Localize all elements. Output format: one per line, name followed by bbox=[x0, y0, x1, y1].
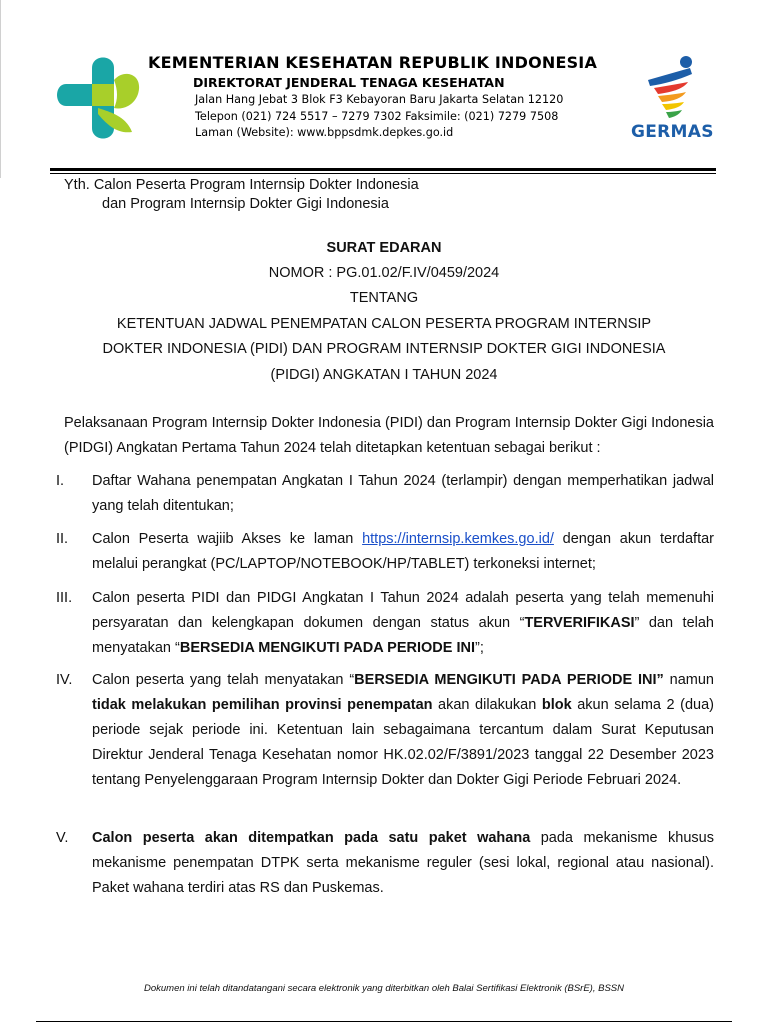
item-iv-text-post: akun selama 2 (dua) periode sejak periode ini. Ketentuan lain sebagaimana tercantum dalam Surat Keputusan Direktur Jenderal Tenaga Kesehatan nomor HK.02.02/F/3891/2023 tanggal 22 Desember 2023 tentang Penyelenggaraan Program Internsip Dokter dan Dokter Gigi Periode Februari 2024. bbox=[92, 697, 714, 788]
item-iv-text-mid1: namun bbox=[663, 672, 714, 688]
recipient-line-1: Yth. Calon Peserta Program Internsip Dokter Indonesia bbox=[64, 177, 419, 193]
internsip-link[interactable]: https://internsip.kemkes.go.id/ bbox=[362, 531, 554, 547]
germas-logo-icon bbox=[640, 54, 700, 124]
letter-about: TENTANG bbox=[349, 290, 419, 306]
item-iv-text-mid2: akan dilakukan bbox=[432, 697, 542, 713]
subject-line-2: DOKTER INDONESIA (PIDI) DAN PROGRAM INTERNSIP DOKTER GIGI INDONESIA bbox=[102, 341, 666, 357]
item-iv-text-pre: Calon peserta yang telah menyatakan “ bbox=[92, 672, 355, 688]
letter-number: NOMOR : PG.01.02/F.IV/0459/2024 bbox=[268, 265, 500, 281]
item-iii-text-mid: ” dan telah menyatakan “ bbox=[92, 615, 714, 656]
letter-type: SURAT EDARAN bbox=[326, 240, 442, 256]
directorate-name: DIREKTORAT JENDERAL TENAGA KESEHATAN bbox=[193, 75, 505, 90]
item-number-iv: IV. bbox=[56, 672, 73, 688]
item-text-iv bbox=[92, 668, 714, 793]
item-number-ii: II. bbox=[56, 531, 69, 547]
item-number-iii: III. bbox=[56, 590, 73, 606]
ministry-name: KEMENTERIAN KESEHATAN REPUBLIK INDONESIA bbox=[148, 53, 598, 72]
website-line: Laman (Website): www.bppsdmk.depkes.go.id bbox=[195, 126, 454, 139]
letterhead-rule-thick bbox=[50, 168, 716, 171]
address-line: Jalan Hang Jebat 3 Blok F3 Kebayoran Baru Jakarta Selatan 12120 bbox=[195, 93, 564, 106]
subject-line-3: (PIDGI) ANGKATAN I TAHUN 2024 bbox=[270, 367, 498, 383]
item-text-i: Daftar Wahana penempatan Angkatan I Tahun 2024 (terlampir) dengan memperhatikan jadwal yang telah ditentukan; bbox=[92, 473, 714, 514]
subject-line-1: KETENTUAN JADWAL PENEMPATAN CALON PESERTA PROGRAM INTERNSIP bbox=[116, 316, 652, 332]
item-v-text-post: pada mekanisme khusus mekanisme penempatan DTPK serta mekanisme reguler (sesi lokal, regional atau nasional). Paket wahana terdiri atas RS dan Puskemas. bbox=[92, 830, 715, 896]
kemenkes-logo-icon bbox=[52, 50, 142, 142]
item-number-i: I. bbox=[56, 473, 65, 489]
status-terverifikasi: TERVERIFIKASI bbox=[524, 615, 635, 631]
item-ii-text-post: dengan akun terdaftar melalui perangkat (PC/LAPTOP/NOTEBOOK/HP/TABLET) terkoneksi internet; bbox=[92, 531, 714, 572]
intro-paragraph: Pelaksanaan Program Internsip Dokter Indonesia (PIDI) dan Program Internsip Dokter Gigi Indonesia (PIDGI) Angkatan Pertama Tahun 2024 telah ditetapkan ketentuan sebagai berikut : bbox=[64, 415, 714, 456]
status-bersedia: BERSEDIA MENGIKUTI PADA PERIODE INI bbox=[179, 640, 475, 656]
page-edge-line bbox=[0, 0, 1, 178]
item-number-v: V. bbox=[56, 830, 69, 846]
phone-line: Telepon (021) 724 5517 – 7279 7302 Faksimile: (021) 7279 7508 bbox=[195, 110, 559, 123]
item-iii-text-pre: Calon peserta PIDI dan PIDGI Angkatan I Tahun 2024 adalah peserta yang telah memenuhi persyaratan dan kelengkapan dokumen dengan status akun “ bbox=[92, 590, 714, 631]
recipient-line-2: dan Program Internsip Dokter Gigi Indonesia bbox=[102, 196, 389, 212]
footer-rule bbox=[36, 1021, 732, 1022]
item-ii-text-pre: Calon Peserta wajiib Akses ke laman bbox=[92, 531, 363, 547]
status-bersedia-iv: BERSEDIA MENGIKUTI PADA PERIODE INI” bbox=[354, 672, 664, 688]
esign-footer-note: Dokumen ini telah ditandatangani secara elektronik yang diterbitkan oleh Balai Sertifikasi Elektronik (BSrE), BSSN bbox=[144, 983, 624, 994]
item-text-ii bbox=[92, 527, 714, 577]
item-text-iii bbox=[92, 586, 714, 661]
letterhead-rule-thin bbox=[50, 173, 716, 174]
germas-label: GERMAS bbox=[631, 122, 714, 142]
item-iii-text-post: ”; bbox=[475, 640, 484, 656]
no-province-choice: tidak melakukan pemilihan provinsi penempatan bbox=[92, 697, 433, 713]
block-word: blok bbox=[541, 697, 572, 713]
placement-package: Calon peserta akan ditempatkan pada satu paket wahana bbox=[92, 830, 531, 846]
item-text-v bbox=[92, 826, 714, 901]
